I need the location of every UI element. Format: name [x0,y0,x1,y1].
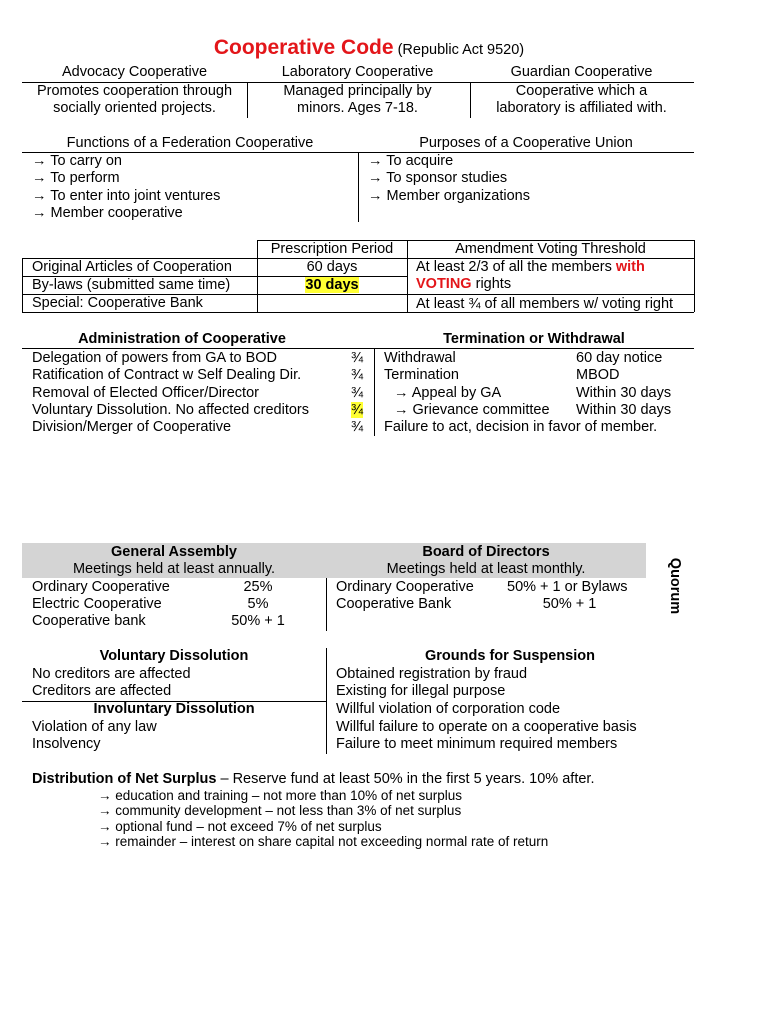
administration-heading: Administration of Cooperative [78,331,286,347]
ga-row-value: 25% [243,579,273,595]
distribution-intro: – Reserve fund at least 50% in the first 5 years. 10% after. [216,771,595,787]
page-title-block [0,36,738,60]
administration-row-label: Division/Merger of Cooperative [32,419,232,435]
suspension-item: Willful violation of corporation code [336,701,561,717]
involuntary-dissolution-heading: Involuntary Dissolution [93,701,255,717]
board-row-label: Ordinary Cooperative [336,579,474,595]
distribution-item: → remainder – interest on share capital not exceeding normal rate of return [98,834,549,849]
federation-item: → To enter into joint ventures [32,188,221,204]
voluntary-dissolution-heading: Voluntary Dissolution [99,648,249,664]
threshold-1-line-2: VOTING rights [416,276,512,292]
page-subtitle: (Republic Act 9520) [397,42,525,58]
union-item: → To sponsor studies [368,170,508,186]
distribution-item: → optional fund – not exceed 7% of net surplus [98,819,382,834]
general-assembly-sub: Meetings held at least annually. [72,561,276,577]
suspension-item: Obtained registration by fraud [336,666,528,682]
voluntary-item: No creditors are affected [32,666,191,682]
termination-row-value: Within 30 days [576,385,672,401]
voting-emphasis-with: with [615,259,645,275]
termination-row-label: → Appeal by GA [394,385,502,401]
type-guardian-desc-2: laboratory is affiliated with. [496,100,667,116]
type-advocacy-desc-2: socially oriented projects. [53,100,216,116]
ga-row-label: Cooperative bank [32,613,146,629]
administration-row-label: Ratification of Contract w Self Dealing Dir. [32,367,302,383]
voting-emphasis: VOTING [416,276,472,292]
distribution-line [32,771,594,787]
termination-row-label: Termination [384,367,459,383]
prescription-row-label: Original Articles of Cooperation [32,259,232,275]
ga-row-value: 5% [247,596,269,612]
administration-row-label: Delegation of powers from GA to BOD [32,350,277,366]
union-item: → Member organizations [368,188,530,204]
distribution-heading: Distribution of Net Surplus [32,771,217,787]
administration-row-vote: ¾ [351,385,364,401]
suspension-item: Existing for illegal purpose [336,683,506,699]
administration-row-vote: ¾ [351,419,364,435]
federation-item: → To carry on [32,153,122,169]
board-heading: Board of Directors [422,544,550,560]
dissolution-sep [326,648,327,754]
ga-row-value: 50% + 1 [231,613,285,629]
administration-row-vote: ¾ [351,350,364,366]
threshold-2: At least ¾ of all members w/ voting right [416,296,674,312]
type-advocacy-name: Advocacy Cooperative [61,64,208,80]
federation-union-sep [358,152,359,222]
suspension-item: Willful failure to operate on a cooperative basis [336,719,637,735]
administration-sep [374,348,375,436]
threshold-1-line-1: At least 2/3 of all the members with [416,259,645,275]
page-title: Cooperative Code [213,36,394,59]
involuntary-item: Insolvency [32,736,101,752]
union-item: → To acquire [368,153,454,169]
termination-row-value: MBOD [576,367,620,383]
union-heading: Purposes of a Cooperative Union [419,135,633,151]
termination-row-value: Within 30 days [576,402,672,418]
quorum-label: Quorum [667,557,683,615]
distribution-item: → education and training – not more than 10% of net surplus [98,788,462,803]
quorum-sep [326,578,327,631]
prescription-row-label: Special: Cooperative Bank [32,295,203,311]
type-guardian-name: Guardian Cooperative [510,64,653,80]
administration-row-label: Removal of Elected Officer/Director [32,385,259,401]
administration-row-label: Voluntary Dissolution. No affected creditors [32,402,309,418]
type-laboratory-desc-2: minors. Ages 7-18. [297,100,418,116]
termination-row-label: → Grievance committee [394,402,550,418]
federation-item: → To perform [32,170,120,186]
type-laboratory-desc-1: Managed principally by [283,83,432,99]
prescription-row-label: By-laws (submitted same time) [32,277,231,293]
federation-item: → Member cooperative [32,205,183,221]
voluntary-item: Creditors are affected [32,683,172,699]
board-row-value: 50% + 1 or Bylaws [507,579,628,595]
type-guardian-desc-1: Cooperative which a [515,83,648,99]
administration-row-vote: ¾ [351,367,364,383]
ga-row-label: Electric Cooperative [32,596,162,612]
type-advocacy-desc-1: Promotes cooperation through [36,83,233,99]
prescription-row-period: 60 days [306,259,358,275]
involuntary-item: Violation of any law [32,719,157,735]
ga-row-label: Ordinary Cooperative [32,579,170,595]
suspension-item: Failure to meet minimum required members [336,736,618,752]
termination-row-value: 60 day notice [576,350,663,366]
federation-heading: Functions of a Federation Cooperative [66,135,314,151]
administration-row-vote-highlighted: ¾ [351,402,364,418]
board-row-value: 50% + 1 [542,596,597,612]
type-laboratory-name: Laboratory Cooperative [281,64,434,80]
board-sub: Meetings held at least monthly. [386,561,586,577]
administration-divider [22,348,694,349]
prescription-row-period [257,277,407,293]
termination-heading: Termination or Withdrawal [443,331,625,347]
distribution-item: → community development – not less than 3% of net surplus [98,803,462,818]
general-assembly-heading: General Assembly [111,544,237,560]
highlighted-period: 30 days [305,277,359,293]
suspension-heading: Grounds for Suspension [425,648,595,664]
prescription-period-header: Prescription Period [270,241,394,257]
termination-row-label: Withdrawal [384,350,456,366]
termination-footer: Failure to act, decision in favor of member. [384,419,658,435]
amendment-threshold-header: Amendment Voting Threshold [455,241,646,257]
board-row-label: Cooperative Bank [336,596,452,612]
